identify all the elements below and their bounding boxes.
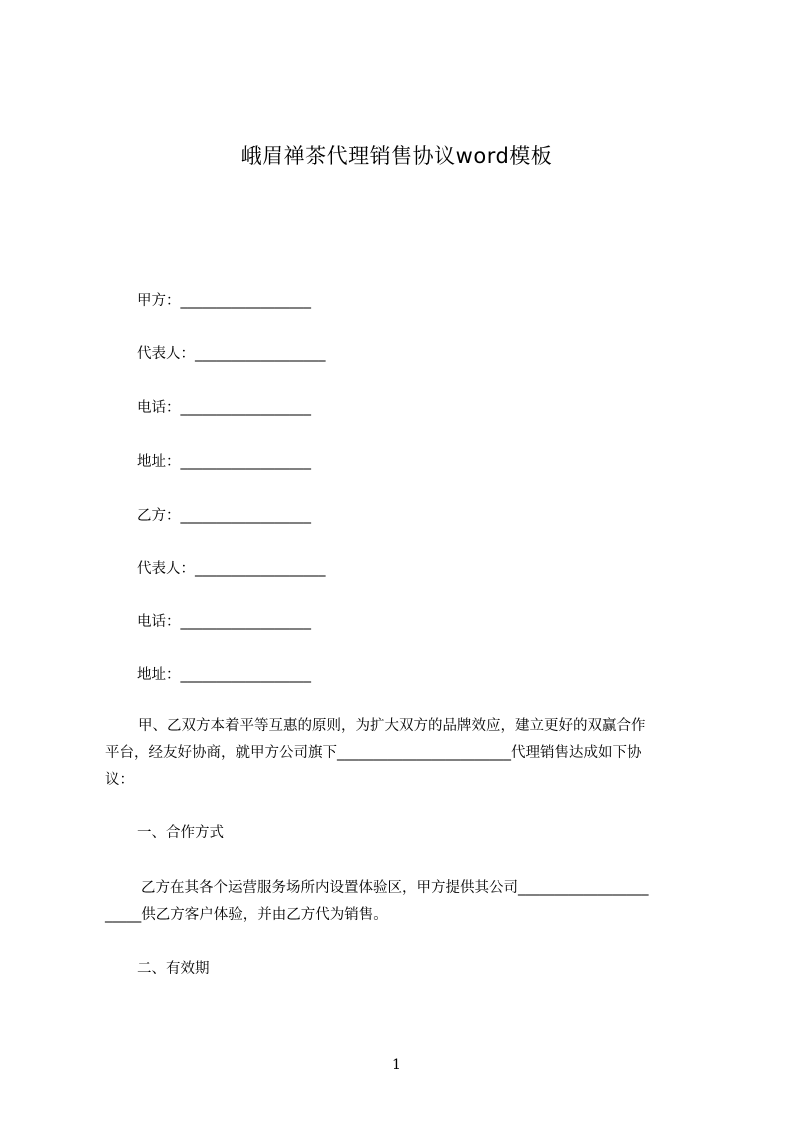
party-b-field: 乙方：__________________ [137, 508, 311, 524]
intro-line: 议： [105, 772, 134, 788]
section-heading-validity: 二、有效期 [137, 961, 210, 977]
cooperation-line: _____供乙方客户体验，并由乙方代为销售。 [105, 907, 388, 923]
party-a-field: 甲方：__________________ [137, 293, 311, 309]
page-number: 1 [392, 1057, 401, 1073]
party-b-representative-field: 代表人：__________________ [137, 561, 326, 577]
party-a-representative-field: 代表人：__________________ [137, 346, 326, 362]
party-b-phone-field: 电话：__________________ [137, 614, 311, 630]
party-a-address-field: 地址：__________________ [137, 454, 311, 470]
party-a-phone-field: 电话：__________________ [137, 400, 311, 416]
intro-paragraph [105, 713, 705, 794]
intro-line: 甲、乙双方本着平等互惠的原则，为扩大双方的品牌效应，建立更好的双赢合作 [138, 718, 646, 734]
party-b-address-field: 地址：__________________ [137, 667, 311, 683]
section-heading-cooperation: 一、合作方式 [137, 825, 224, 841]
intro-line: 平台，经友好协商，就甲方公司旗下________________________代理销售达成如下协 [105, 745, 642, 761]
document-title: 峨眉禅茶代理销售协议word模板 [240, 144, 553, 168]
cooperation-paragraph [105, 875, 705, 929]
cooperation-line: 乙方在其各个运营服务场所内设置体验区，甲方提供其公司__________________ [141, 880, 649, 896]
